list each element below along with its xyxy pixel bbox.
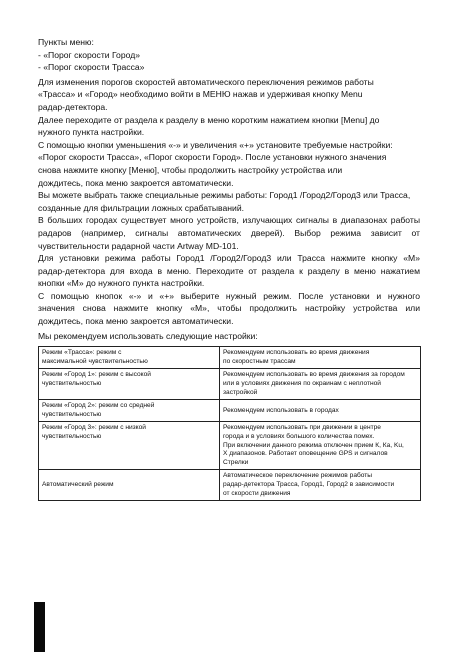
paragraph-select-mode: С помощью кнопок «-» и «+» выберите нужный режим. После установки и нужного значения снова нажмите кнопку «М», чтобы продолжить настройку устройства или дождитесь, пока меню закроется автоматически. [38, 290, 420, 327]
recommendation-cell: Рекомендуем использовать при движении в центре города и в условиях большого количества помех. При включении данного режима отключен прием К, Ка, Ku, Х диапазонов. Работает оповещение GPS и сигналов Стрелки [220, 422, 421, 470]
document-page [38, 36, 420, 501]
menu-item-city-threshold: - «Порог скорости Город» [38, 49, 140, 60]
page-corner-block [34, 602, 45, 652]
table-row [39, 347, 421, 369]
table-row [39, 422, 421, 470]
paragraph-city-interference: В больших городах существует много устройств, излучающих сигналы в диапазонах работы радаров (например, сигналы автоматических дверей). Выбор режима зависит от чувствительности радарной части Artway MD-101. [38, 215, 420, 251]
paragraph-set-mode: Для установки режима работы Город1 /Город2/Город3 или Трасса нажмите кнопку «М» радар-детектора для входа в меню. Переходите от раздела к разделу в меню нажатием кнопки «М» до нужного пункта настройки. [38, 253, 420, 289]
paragraph-thresholds: Для изменения порогов скоростей автоматического переключения режимов работы «Трасса» и «Город» необходимо войти в МЕНЮ нажав и удерживая кнопку Menu радар-детектора. [38, 76, 374, 112]
mode-cell: Режим «Город 2»: режим со средней чувствительностью [39, 400, 220, 422]
recommendation-cell: Рекомендуем использовать во время движения по скоростным трассам [220, 347, 421, 369]
recommendation-cell: Рекомендуем использовать во время движения за городом или в условиях движения по окраинам с неплотной застройкой [220, 369, 421, 400]
paragraph-adjust-settings: С помощью кнопки уменьшения «-» и увеличения «+» установите требуемые настройки: «Порог скорости Трасса», «Порог скорости Город». После установки нужного значения снова нажмите кнопку [Меню], чтобы продолжить настройку устройства или дождитесь, пока меню закроется автоматически. [38, 139, 393, 188]
recommendation-cell: Автоматическое переключение режимов работы радар-детектора Трасса, Город1, Город2 в зависимости от скорости движения [220, 470, 421, 501]
table-row [39, 470, 421, 501]
paragraph-navigation: Далее переходите от раздела к разделу в меню коротким нажатием кнопки [Menu] до нужного пункта настройки. [38, 114, 380, 138]
mode-cell: Режим «Город 3»: режим с низкой чувствительностью [39, 422, 220, 470]
mode-cell: Режим «Город 1»: режим с высокой чувствительностью [39, 369, 220, 400]
recommendation-cell: Рекомендуем использовать в городах [220, 400, 421, 422]
mode-cell: Автоматический режим [39, 470, 220, 501]
recommended-settings-table [38, 346, 421, 501]
menu-title: Пункты меню: [38, 37, 94, 47]
mode-cell: Режим «Трасса»: режим с максимальной чувствительностью [39, 347, 220, 369]
menu-item-highway-threshold: - «Порог скорости Трасса» [38, 62, 145, 73]
table-intro: Мы рекомендуем использовать следующие настройки: [38, 330, 258, 341]
table-row [39, 400, 421, 422]
paragraph-special-modes: Вы можете выбрать также специальные режимы работы: Город1 /Город2/Город3 или Трасса, созданные для фильтрации ложных срабатываний. [38, 190, 411, 213]
table-row [39, 369, 421, 400]
